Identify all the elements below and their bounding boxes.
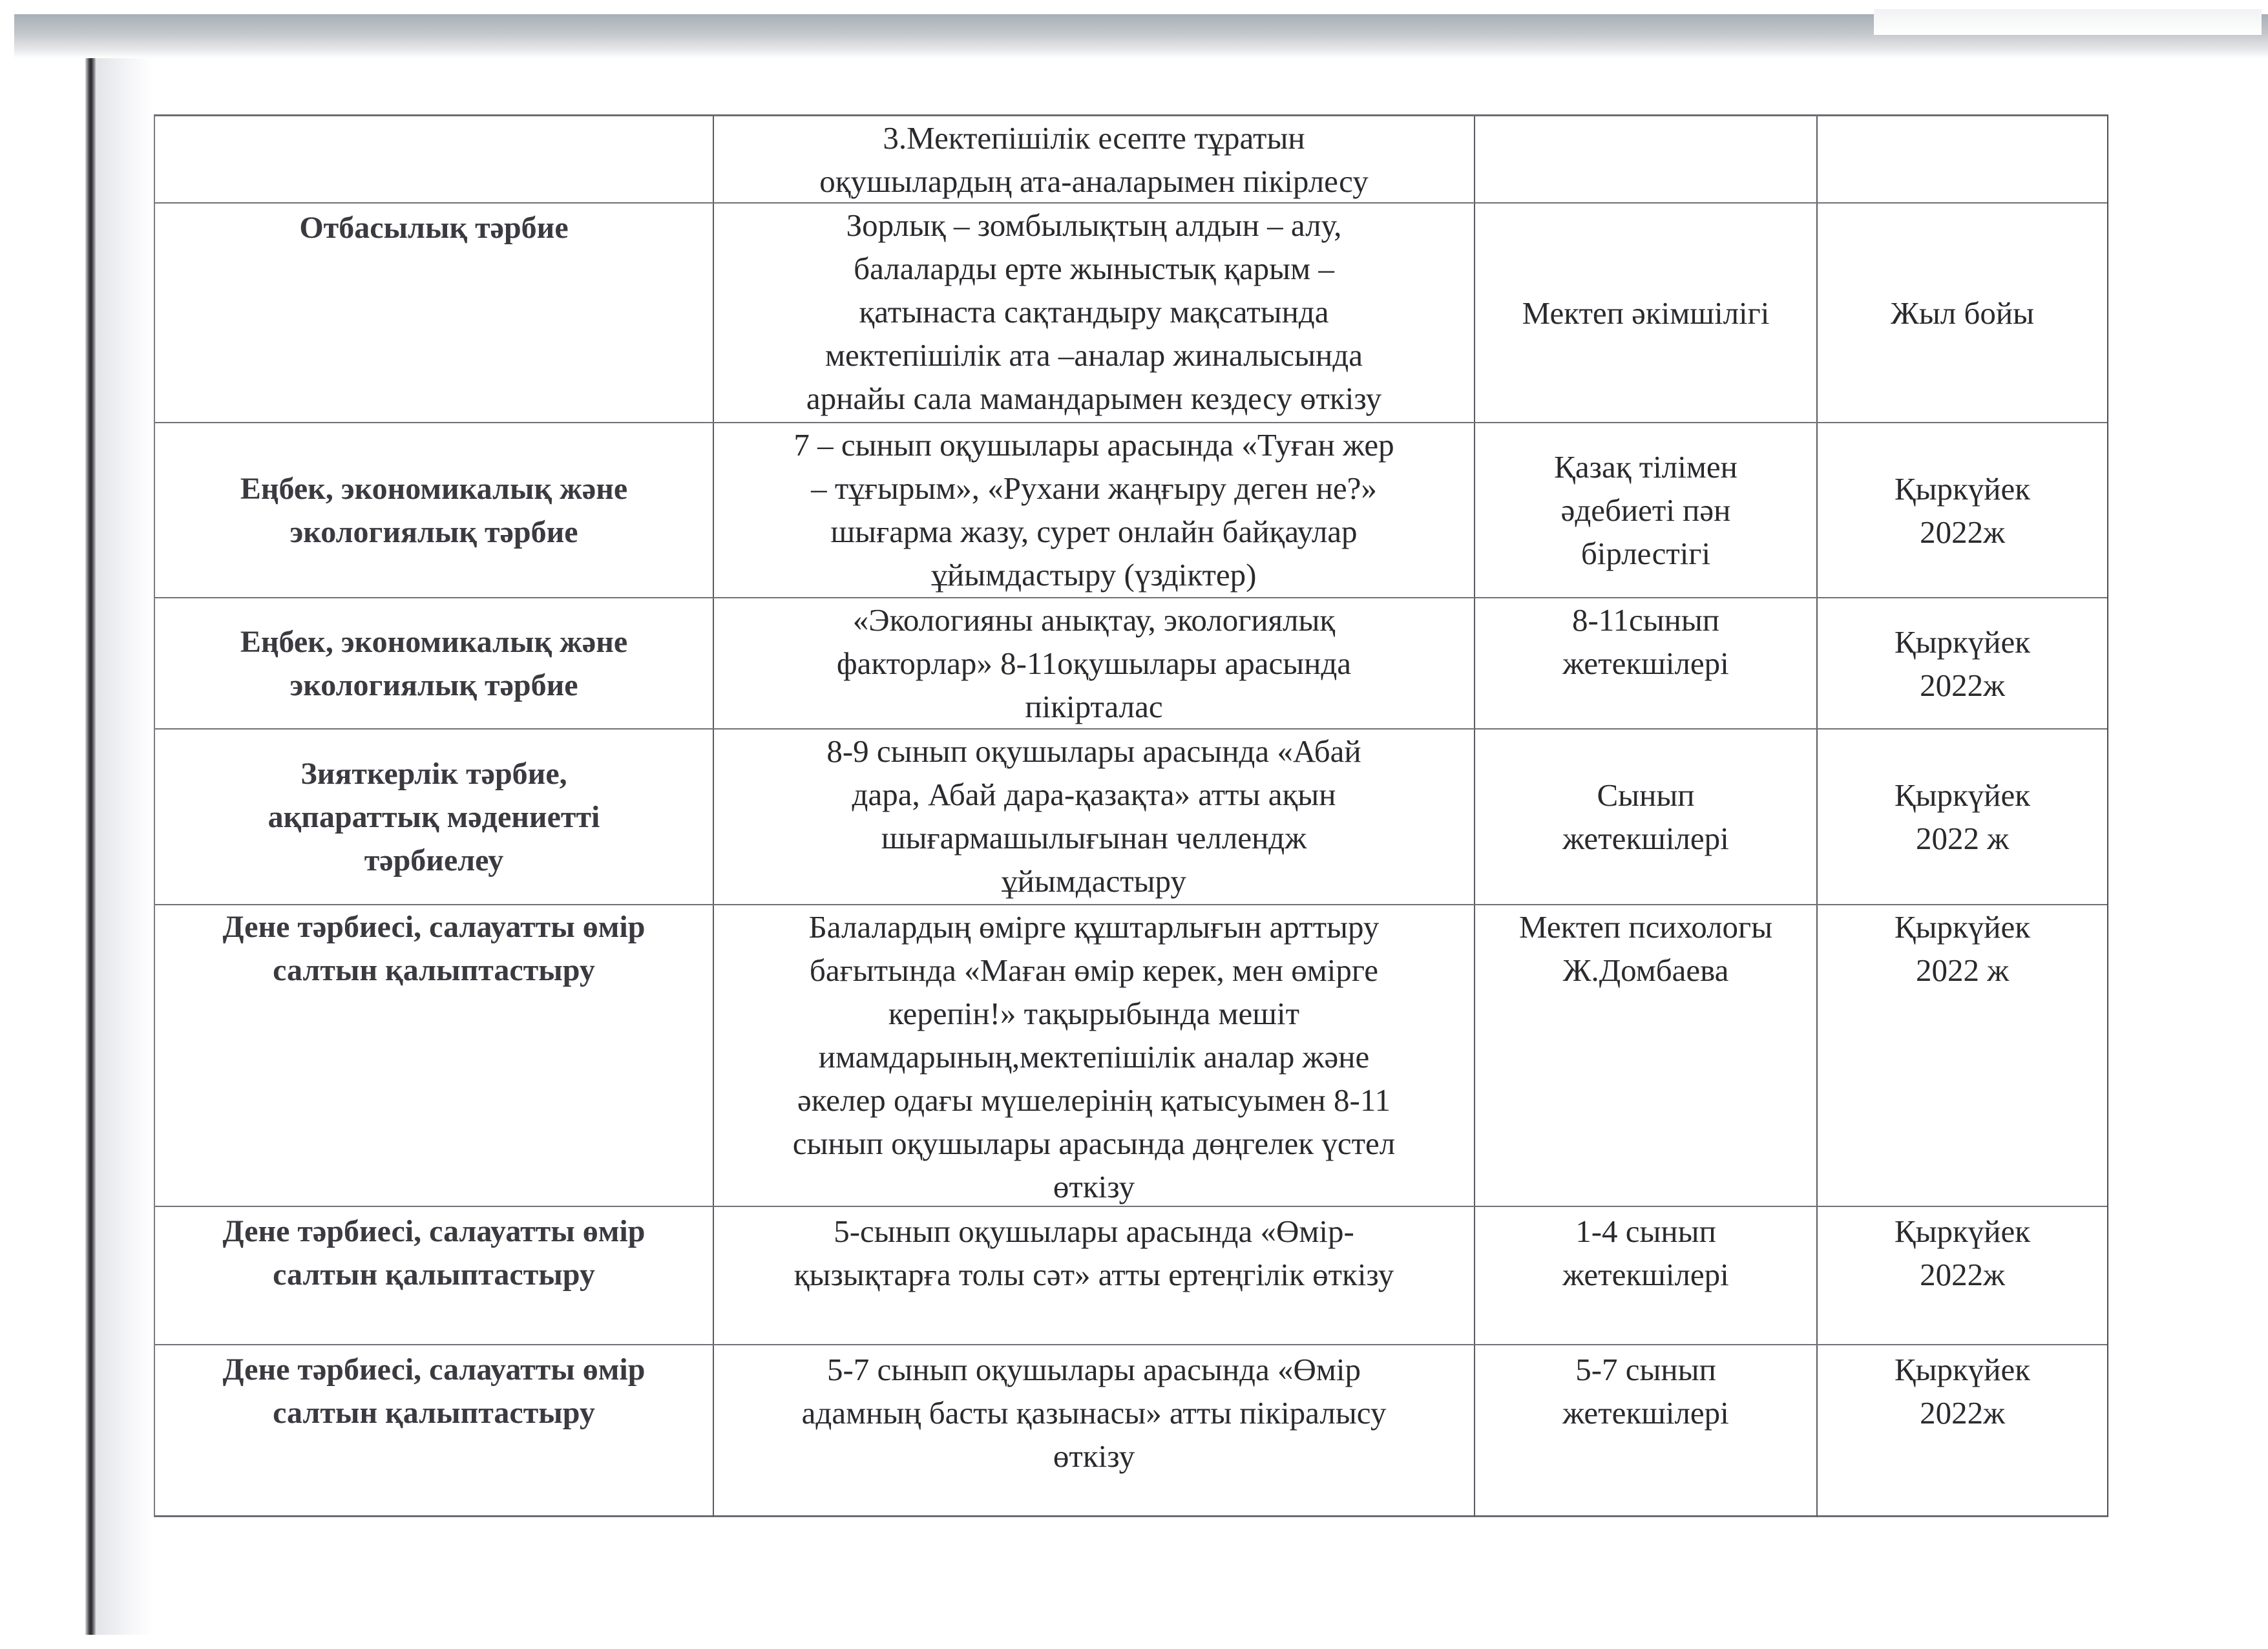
page-binding-edge <box>85 58 96 1635</box>
responsible-cell <box>1475 204 1818 422</box>
deadline-cell <box>1818 116 2107 202</box>
responsible-text: Мектеп психологы Ж.Домбаева <box>1518 909 1773 988</box>
direction-text: Еңбек, экономикалық және экологиялық тәрбие <box>240 624 628 702</box>
table-row <box>155 423 2107 598</box>
direction-cell <box>155 1207 714 1344</box>
direction-cell <box>155 598 714 728</box>
direction-text: Дене тәрбиесі, салауатты өмір салтын қалыптастыру <box>222 1352 646 1430</box>
responsible-cell <box>1475 598 1818 728</box>
deadline-cell <box>1818 598 2107 728</box>
direction-text: Еңбек, экономикалық және экологиялық тәрбие <box>240 471 628 549</box>
deadline-text: Қыркүйек 2022 ж <box>1894 909 2031 988</box>
activity-text: Зорлық – зомбылықтың алдын – алу, балаларды ерте жыныстық қарым – қатынаста сақтандыру мақсатында мектепішілік ата –аналар жиналысында арнайы сала мамандарымен кездесу өткізу <box>806 207 1382 416</box>
table-row <box>155 1207 2107 1345</box>
deadline-text: Қыркүйек 2022ж <box>1894 624 2031 703</box>
deadline-text: Қыркүйек 2022 ж <box>1894 777 2031 856</box>
deadline-cell <box>1818 204 2107 422</box>
direction-text: Дене тәрбиесі, салауатты өмір салтын қалыптастыру <box>222 1214 646 1292</box>
deadline-cell <box>1818 1345 2107 1517</box>
direction-text: Дене тәрбиесі, салауатты өмір салтын қалыптастыру <box>222 910 646 987</box>
deadline-cell <box>1818 423 2107 597</box>
activity-text: 3.Мектепішілік есепте тұратын оқушылардың ата-аналарымен пікірлесу <box>819 120 1369 199</box>
activity-text: Балалардың өмірге құштарлығын арттыру бағытында «Маған өмір керек, мен өмірге керепін!» тақырыбында мешіт имамдарының,мектепішілік аналар және әкелер одағы мүшелерінің қатысуымен 8-11 сынып оқушылары арасында дөңгелек үстел өткізу <box>792 909 1396 1204</box>
activity-cell <box>714 1345 1475 1517</box>
activity-cell <box>714 116 1475 202</box>
activity-cell <box>714 204 1475 422</box>
responsible-cell <box>1475 1207 1818 1344</box>
direction-cell <box>155 905 714 1206</box>
table-row <box>155 204 2107 423</box>
scanner-top-shadow-right <box>1874 9 2262 35</box>
direction-cell <box>155 423 714 597</box>
responsible-cell <box>1475 905 1818 1206</box>
responsible-cell <box>1475 423 1818 597</box>
deadline-text: Қыркүйек 2022ж <box>1894 1213 2031 1292</box>
direction-cell <box>155 204 714 422</box>
deadline-cell <box>1818 1207 2107 1344</box>
direction-cell <box>155 1345 714 1517</box>
deadline-cell <box>1818 730 2107 904</box>
activity-text: 8-9 сынып оқушылары арасында «Абай дара, Абай дара-қазақта» атты ақын шығармашылығынан челлендж ұйымдастыру <box>826 733 1361 899</box>
activity-text: 7 – сынып оқушылары арасында «Туған жер – тұғырым», «Рухани жаңғыру деген не?» шығарма жазу, сурет онлайн байқаулар ұйымдастыру (үздіктер) <box>793 427 1394 593</box>
table-row <box>155 116 2107 204</box>
deadline-text: Қыркүйек 2022ж <box>1894 1352 2031 1431</box>
activity-cell <box>714 598 1475 728</box>
table-row <box>155 905 2107 1207</box>
responsible-text: Мектеп әкімшілігі <box>1522 295 1770 331</box>
responsible-cell <box>1475 1345 1818 1517</box>
activity-cell <box>714 730 1475 904</box>
responsible-cell <box>1475 730 1818 904</box>
direction-cell <box>155 116 714 202</box>
activity-cell <box>714 1207 1475 1344</box>
responsible-text: Сынып жетекшілері <box>1562 777 1729 856</box>
deadline-text: Жыл бойы <box>1890 295 2035 331</box>
activity-cell <box>714 905 1475 1206</box>
responsible-text: Қазақ тілімен әдебиеті пән бірлестігі <box>1554 449 1738 571</box>
activity-cell <box>714 423 1475 597</box>
responsible-cell <box>1475 116 1818 202</box>
activity-text: 5-сынып оқушылары арасында «Өмір- қызықтарға толы сәт» атты ертеңгілік өткізу <box>793 1213 1394 1292</box>
direction-text: Отбасылық тәрбие <box>299 211 569 245</box>
responsible-text: 5-7 сынып жетекшілері <box>1562 1352 1729 1431</box>
responsible-text: 1-4 сынып жетекшілері <box>1562 1213 1729 1292</box>
table-row <box>155 598 2107 730</box>
responsible-text: 8-11сынып жетекшілері <box>1562 602 1729 681</box>
plan-table <box>154 114 2108 1517</box>
table-row <box>155 730 2107 905</box>
deadline-text: Қыркүйек 2022ж <box>1894 470 2031 550</box>
table-row <box>155 1345 2107 1517</box>
activity-text: «Экологияны анықтау, экологиялық факторлар» 8-11оқушылары арасында пікірталас <box>836 602 1352 724</box>
deadline-cell <box>1818 905 2107 1206</box>
page-edge-shadow <box>96 58 154 1635</box>
direction-cell <box>155 730 714 904</box>
direction-text: Зияткерлік тәрбие, ақпараттық мәдениетті тәрбиелеу <box>268 756 600 877</box>
activity-text: 5-7 сынып оқушылары арасында «Өмір адамның басты қазынасы» атты пікіралысу өткізу <box>801 1352 1387 1474</box>
